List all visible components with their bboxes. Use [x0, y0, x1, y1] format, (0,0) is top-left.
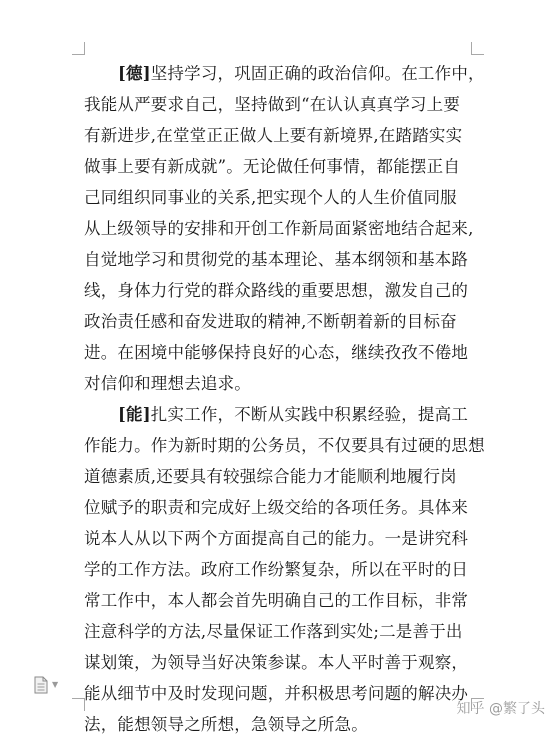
page-corner-top-left — [72, 42, 85, 55]
paragraph-line: [德]坚持学习，巩固正确的政治信仰。在工作中， — [118, 64, 485, 83]
paragraph-line: 常工作中，本人都会首先明确自己的工作目标，非常 — [84, 591, 469, 610]
paragraph-line: 注意科学的方法,尽量保证工作落到实处;二是善于出 — [84, 622, 463, 641]
paragraph-line: 作能力。作为新时期的公务员，不仅要具有过硬的思想 — [84, 436, 485, 455]
paragraph-line: 从上级领导的安排和开创工作新局面紧密地结合起来, — [84, 219, 474, 238]
page-corner-top-right — [471, 42, 484, 55]
paragraph-line: 谋划策，为领导当好决策参谋。本人平时善于观察， — [84, 653, 469, 672]
paragraph-line: 政治责任感和奋发进取的精神,不断朝着新的目标奋 — [84, 312, 457, 331]
paragraph-line: 位赋予的职责和完成好上级交给的各项任务。具体来 — [84, 498, 469, 517]
paragraph-line: 学的工作方法。政府工作纷繁复杂，所以在平时的日 — [84, 560, 469, 579]
paragraph-line: 自觉地学习和贯彻党的基本理论、基本纲领和基本路 — [84, 250, 469, 269]
document-body — [84, 58, 485, 740]
paragraph-line: 法，能想领导之所想，急领导之所急。 — [84, 715, 368, 734]
chevron-down-icon[interactable]: ▼ — [52, 680, 59, 689]
paragraph-line: 说本人从以下两个方面提高自己的能力。一是讲究科 — [84, 529, 469, 548]
paragraph-line: 线，身体力行党的群众路线的重要思想，激发自己的 — [84, 281, 469, 300]
paragraph-neng — [84, 399, 485, 740]
paragraph-line: 己同组织同事业的关系,把实现个人的人生价值同服 — [84, 188, 457, 207]
paragraph-de — [84, 58, 485, 399]
paragraph-line: [能]扎实工作，不断从实践中积累经验，提高工 — [118, 405, 469, 424]
paragraph-line: 进。在困境中能够保持良好的心态，继续孜孜不倦地 — [84, 343, 469, 362]
paste-options-icon[interactable] — [33, 676, 49, 694]
paragraph-line: 做事上要有新成就”。无论做任何事情，都能摆正自 — [84, 157, 461, 176]
watermark: 知乎 @繁了头 — [456, 701, 545, 717]
paragraph-line: 对信仰和理想去追求。 — [84, 374, 251, 393]
paragraph-marker: [能] — [118, 405, 151, 424]
paragraph-marker: [德] — [118, 64, 151, 83]
paragraph-line: 道德素质,还要具有较强综合能力才能顺利地履行岗 — [84, 467, 457, 486]
paragraph-line: 我能从严要求自己，坚持做到“在认认真真学习上要 — [84, 95, 461, 114]
paragraph-line: 有新进步,在堂堂正正做人上要有新境界,在踏踏实实 — [84, 126, 463, 145]
paragraph-line: 能从细节中及时发现问题，并积极思考问题的解决办 — [84, 684, 469, 703]
